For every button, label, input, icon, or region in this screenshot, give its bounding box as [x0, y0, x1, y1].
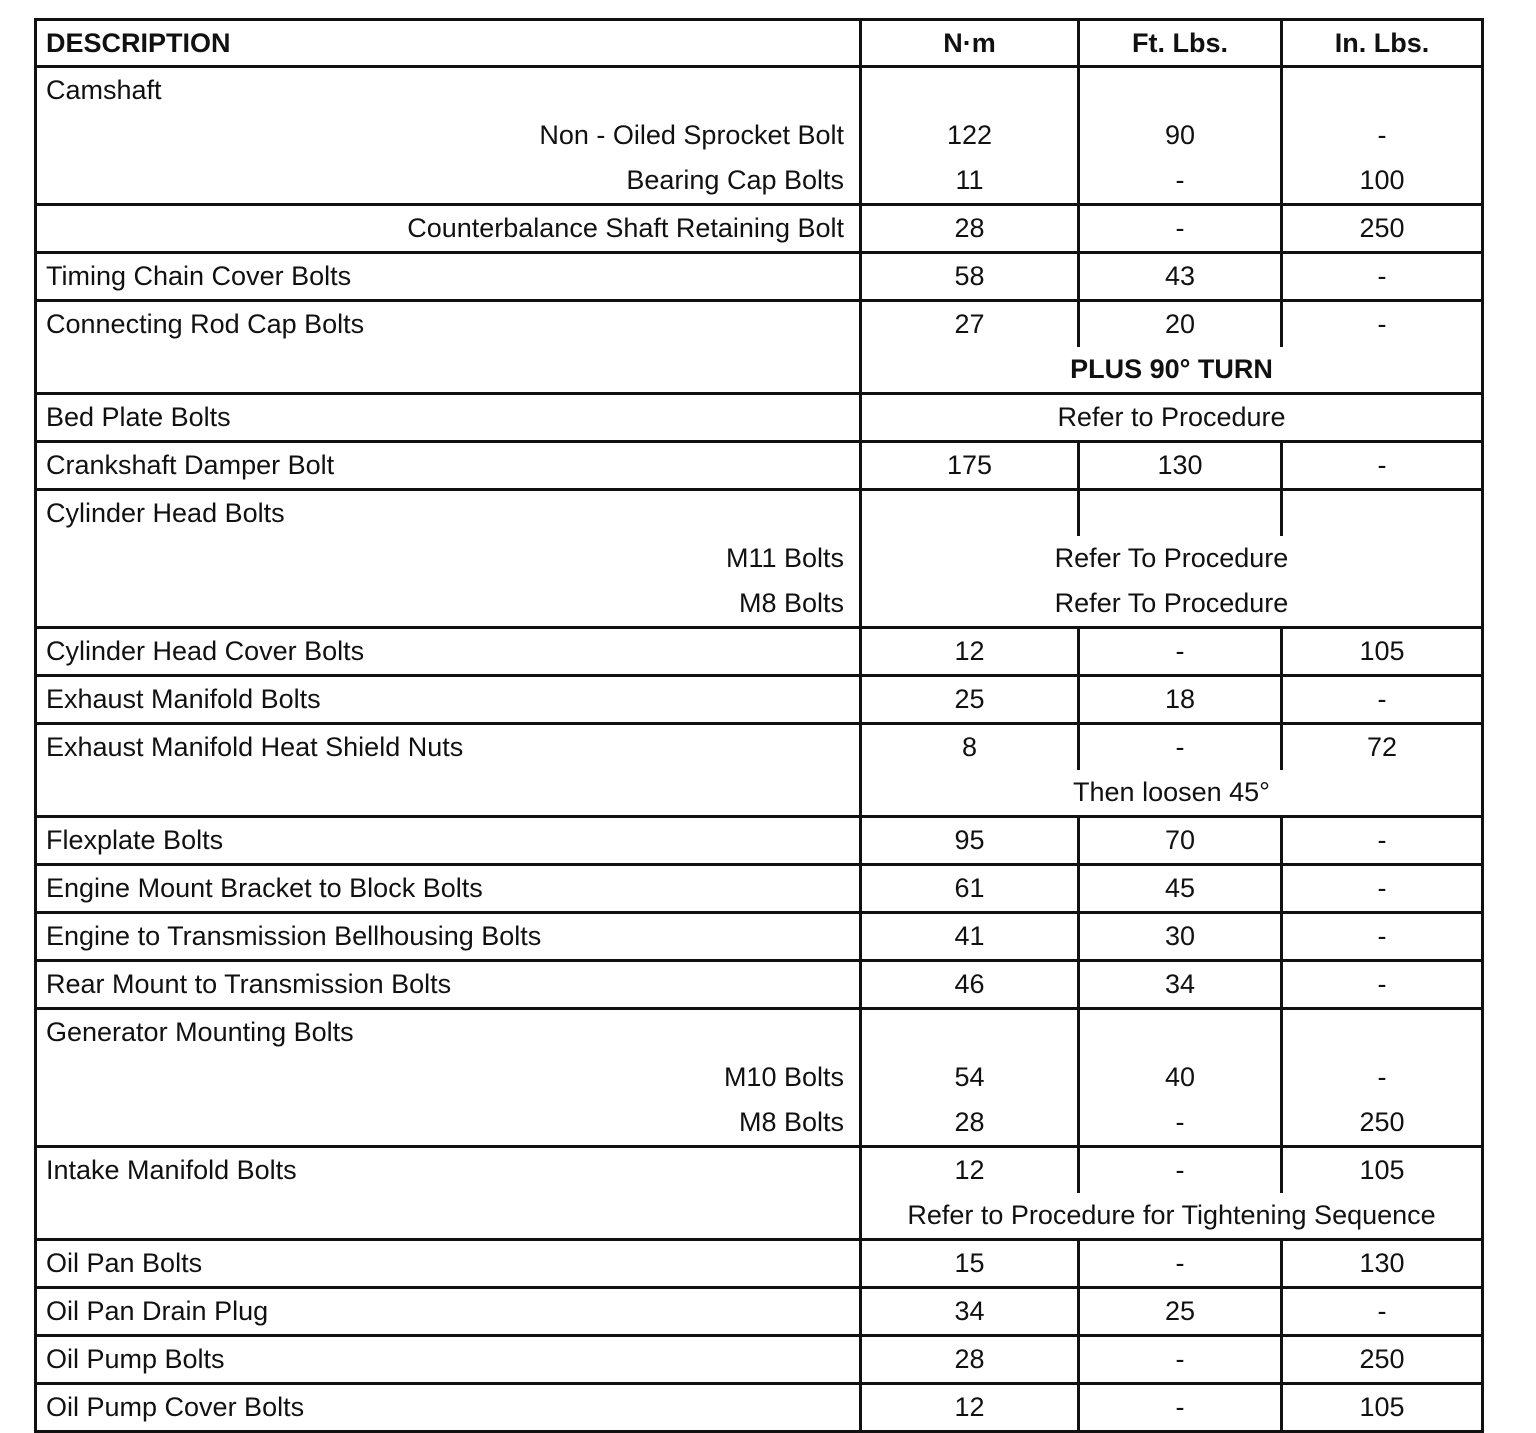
nm-value: 122 [861, 113, 1079, 158]
table-row [36, 581, 1483, 628]
row-label: Oil Pan Bolts [36, 1240, 861, 1288]
header-description: DESCRIPTION [36, 20, 861, 67]
in-lbs-value: 100 [1282, 158, 1483, 205]
row-label: Oil Pan Drain Plug [36, 1288, 861, 1336]
procedure-note: Then loosen 45° [861, 770, 1483, 817]
table-row [36, 1193, 1483, 1240]
header-nm: N·m [861, 20, 1079, 67]
nm-value: 11 [861, 158, 1079, 205]
ft-lbs-value: 43 [1079, 253, 1282, 301]
ft-lbs-value: 25 [1079, 1288, 1282, 1336]
row-label: Intake Manifold Bolts [36, 1147, 861, 1194]
in-lbs-value: - [1282, 301, 1483, 348]
nm-value: 34 [861, 1288, 1079, 1336]
row-label: Bed Plate Bolts [36, 394, 861, 442]
ft-lbs-value: - [1079, 1147, 1282, 1194]
table-row [36, 817, 1483, 865]
nm-value: 12 [861, 1384, 1079, 1432]
table-row [36, 394, 1483, 442]
row-label: Generator Mounting Bolts [36, 1009, 861, 1056]
in-lbs-value: 105 [1282, 1147, 1483, 1194]
ft-lbs-value: - [1079, 1240, 1282, 1288]
procedure-note: Refer to Procedure for Tightening Sequence [861, 1193, 1483, 1240]
row-label: Crankshaft Damper Bolt [36, 442, 861, 490]
row-label: Exhaust Manifold Heat Shield Nuts [36, 724, 861, 771]
nm-value: 25 [861, 676, 1079, 724]
header-in-lbs: In. Lbs. [1282, 20, 1483, 67]
table-row [36, 301, 1483, 348]
nm-value: 61 [861, 865, 1079, 913]
procedure-note: Refer To Procedure [861, 581, 1483, 628]
nm-value: 46 [861, 961, 1079, 1009]
row-label: Exhaust Manifold Bolts [36, 676, 861, 724]
ft-lbs-value: 20 [1079, 301, 1282, 348]
table-row [36, 347, 1483, 394]
table-row [36, 865, 1483, 913]
row-label: M11 Bolts [36, 536, 861, 581]
in-lbs-value: - [1282, 865, 1483, 913]
nm-value: 175 [861, 442, 1079, 490]
in-lbs-value: - [1282, 676, 1483, 724]
ft-lbs-value: 18 [1079, 676, 1282, 724]
ft-lbs-value: - [1079, 1384, 1282, 1432]
nm-value: 95 [861, 817, 1079, 865]
in-lbs-value: 130 [1282, 1240, 1483, 1288]
nm-value: 12 [861, 628, 1079, 676]
header-row [36, 20, 1483, 67]
table-row [36, 724, 1483, 771]
in-lbs-value: 105 [1282, 1384, 1483, 1432]
row-label: Oil Pump Cover Bolts [36, 1384, 861, 1432]
ft-lbs-value: 40 [1079, 1055, 1282, 1100]
nm-value: 15 [861, 1240, 1079, 1288]
ft-lbs-value: - [1079, 724, 1282, 771]
procedure-note: PLUS 90° TURN [861, 347, 1483, 394]
table-row [36, 1100, 1483, 1147]
ft-lbs-value: 130 [1079, 442, 1282, 490]
table-row [36, 913, 1483, 961]
ft-lbs-value: - [1079, 205, 1282, 253]
row-label: Flexplate Bolts [36, 817, 861, 865]
row-label: M8 Bolts [36, 1100, 861, 1147]
ft-lbs-value: 45 [1079, 865, 1282, 913]
row-label: Timing Chain Cover Bolts [36, 253, 861, 301]
nm-value: 28 [861, 1100, 1079, 1147]
in-lbs-value: - [1282, 1288, 1483, 1336]
procedure-note: Refer to Procedure [861, 394, 1483, 442]
in-lbs-value: 250 [1282, 1100, 1483, 1147]
row-label: M10 Bolts [36, 1055, 861, 1100]
table-row [36, 1336, 1483, 1384]
in-lbs-value: 250 [1282, 1336, 1483, 1384]
table-row [36, 67, 1483, 114]
in-lbs-value: - [1282, 961, 1483, 1009]
ft-lbs-value: - [1079, 1100, 1282, 1147]
row-label: Rear Mount to Transmission Bolts [36, 961, 861, 1009]
row-label: Camshaft [36, 67, 861, 114]
ft-lbs-value: 34 [1079, 961, 1282, 1009]
row-label: Cylinder Head Bolts [36, 490, 861, 537]
ft-lbs-value: - [1079, 158, 1282, 205]
table-row [36, 536, 1483, 581]
ft-lbs-value: 90 [1079, 113, 1282, 158]
nm-value: 54 [861, 1055, 1079, 1100]
row-label: Connecting Rod Cap Bolts [36, 301, 861, 348]
ft-lbs-value: 70 [1079, 817, 1282, 865]
ft-lbs-value: 30 [1079, 913, 1282, 961]
in-lbs-value: 105 [1282, 628, 1483, 676]
table-row [36, 490, 1483, 537]
ft-lbs-value: - [1079, 1336, 1282, 1384]
row-label: Bearing Cap Bolts [36, 158, 861, 205]
in-lbs-value: - [1282, 113, 1483, 158]
procedure-note: Refer To Procedure [861, 536, 1483, 581]
table-row [36, 628, 1483, 676]
nm-value: 28 [861, 205, 1079, 253]
in-lbs-value: - [1282, 817, 1483, 865]
table-row [36, 205, 1483, 253]
table-row [36, 158, 1483, 205]
row-label: M8 Bolts [36, 581, 861, 628]
row-label: Cylinder Head Cover Bolts [36, 628, 861, 676]
table-row [36, 1288, 1483, 1336]
table-row [36, 1009, 1483, 1056]
row-label: Engine Mount Bracket to Block Bolts [36, 865, 861, 913]
table-row [36, 961, 1483, 1009]
in-lbs-value: - [1282, 442, 1483, 490]
row-label: Engine to Transmission Bellhousing Bolts [36, 913, 861, 961]
row-label: Counterbalance Shaft Retaining Bolt [36, 205, 861, 253]
table-row [36, 1384, 1483, 1432]
ft-lbs-value: - [1079, 628, 1282, 676]
table-row [36, 113, 1483, 158]
in-lbs-value: 250 [1282, 205, 1483, 253]
table-row [36, 442, 1483, 490]
nm-value: 8 [861, 724, 1079, 771]
table-row [36, 1055, 1483, 1100]
nm-value: 12 [861, 1147, 1079, 1194]
table-row [36, 676, 1483, 724]
table-row [36, 1240, 1483, 1288]
table-row [36, 770, 1483, 817]
header-ft-lbs: Ft. Lbs. [1079, 20, 1282, 67]
torque-spec-table [34, 18, 1484, 1433]
nm-value: 58 [861, 253, 1079, 301]
in-lbs-value: - [1282, 913, 1483, 961]
in-lbs-value: 72 [1282, 724, 1483, 771]
table-row [36, 1147, 1483, 1194]
table-row [36, 253, 1483, 301]
row-label: Non - Oiled Sprocket Bolt [36, 113, 861, 158]
row-label: Oil Pump Bolts [36, 1336, 861, 1384]
nm-value: 27 [861, 301, 1079, 348]
nm-value: 41 [861, 913, 1079, 961]
in-lbs-value: - [1282, 253, 1483, 301]
in-lbs-value: - [1282, 1055, 1483, 1100]
nm-value: 28 [861, 1336, 1079, 1384]
